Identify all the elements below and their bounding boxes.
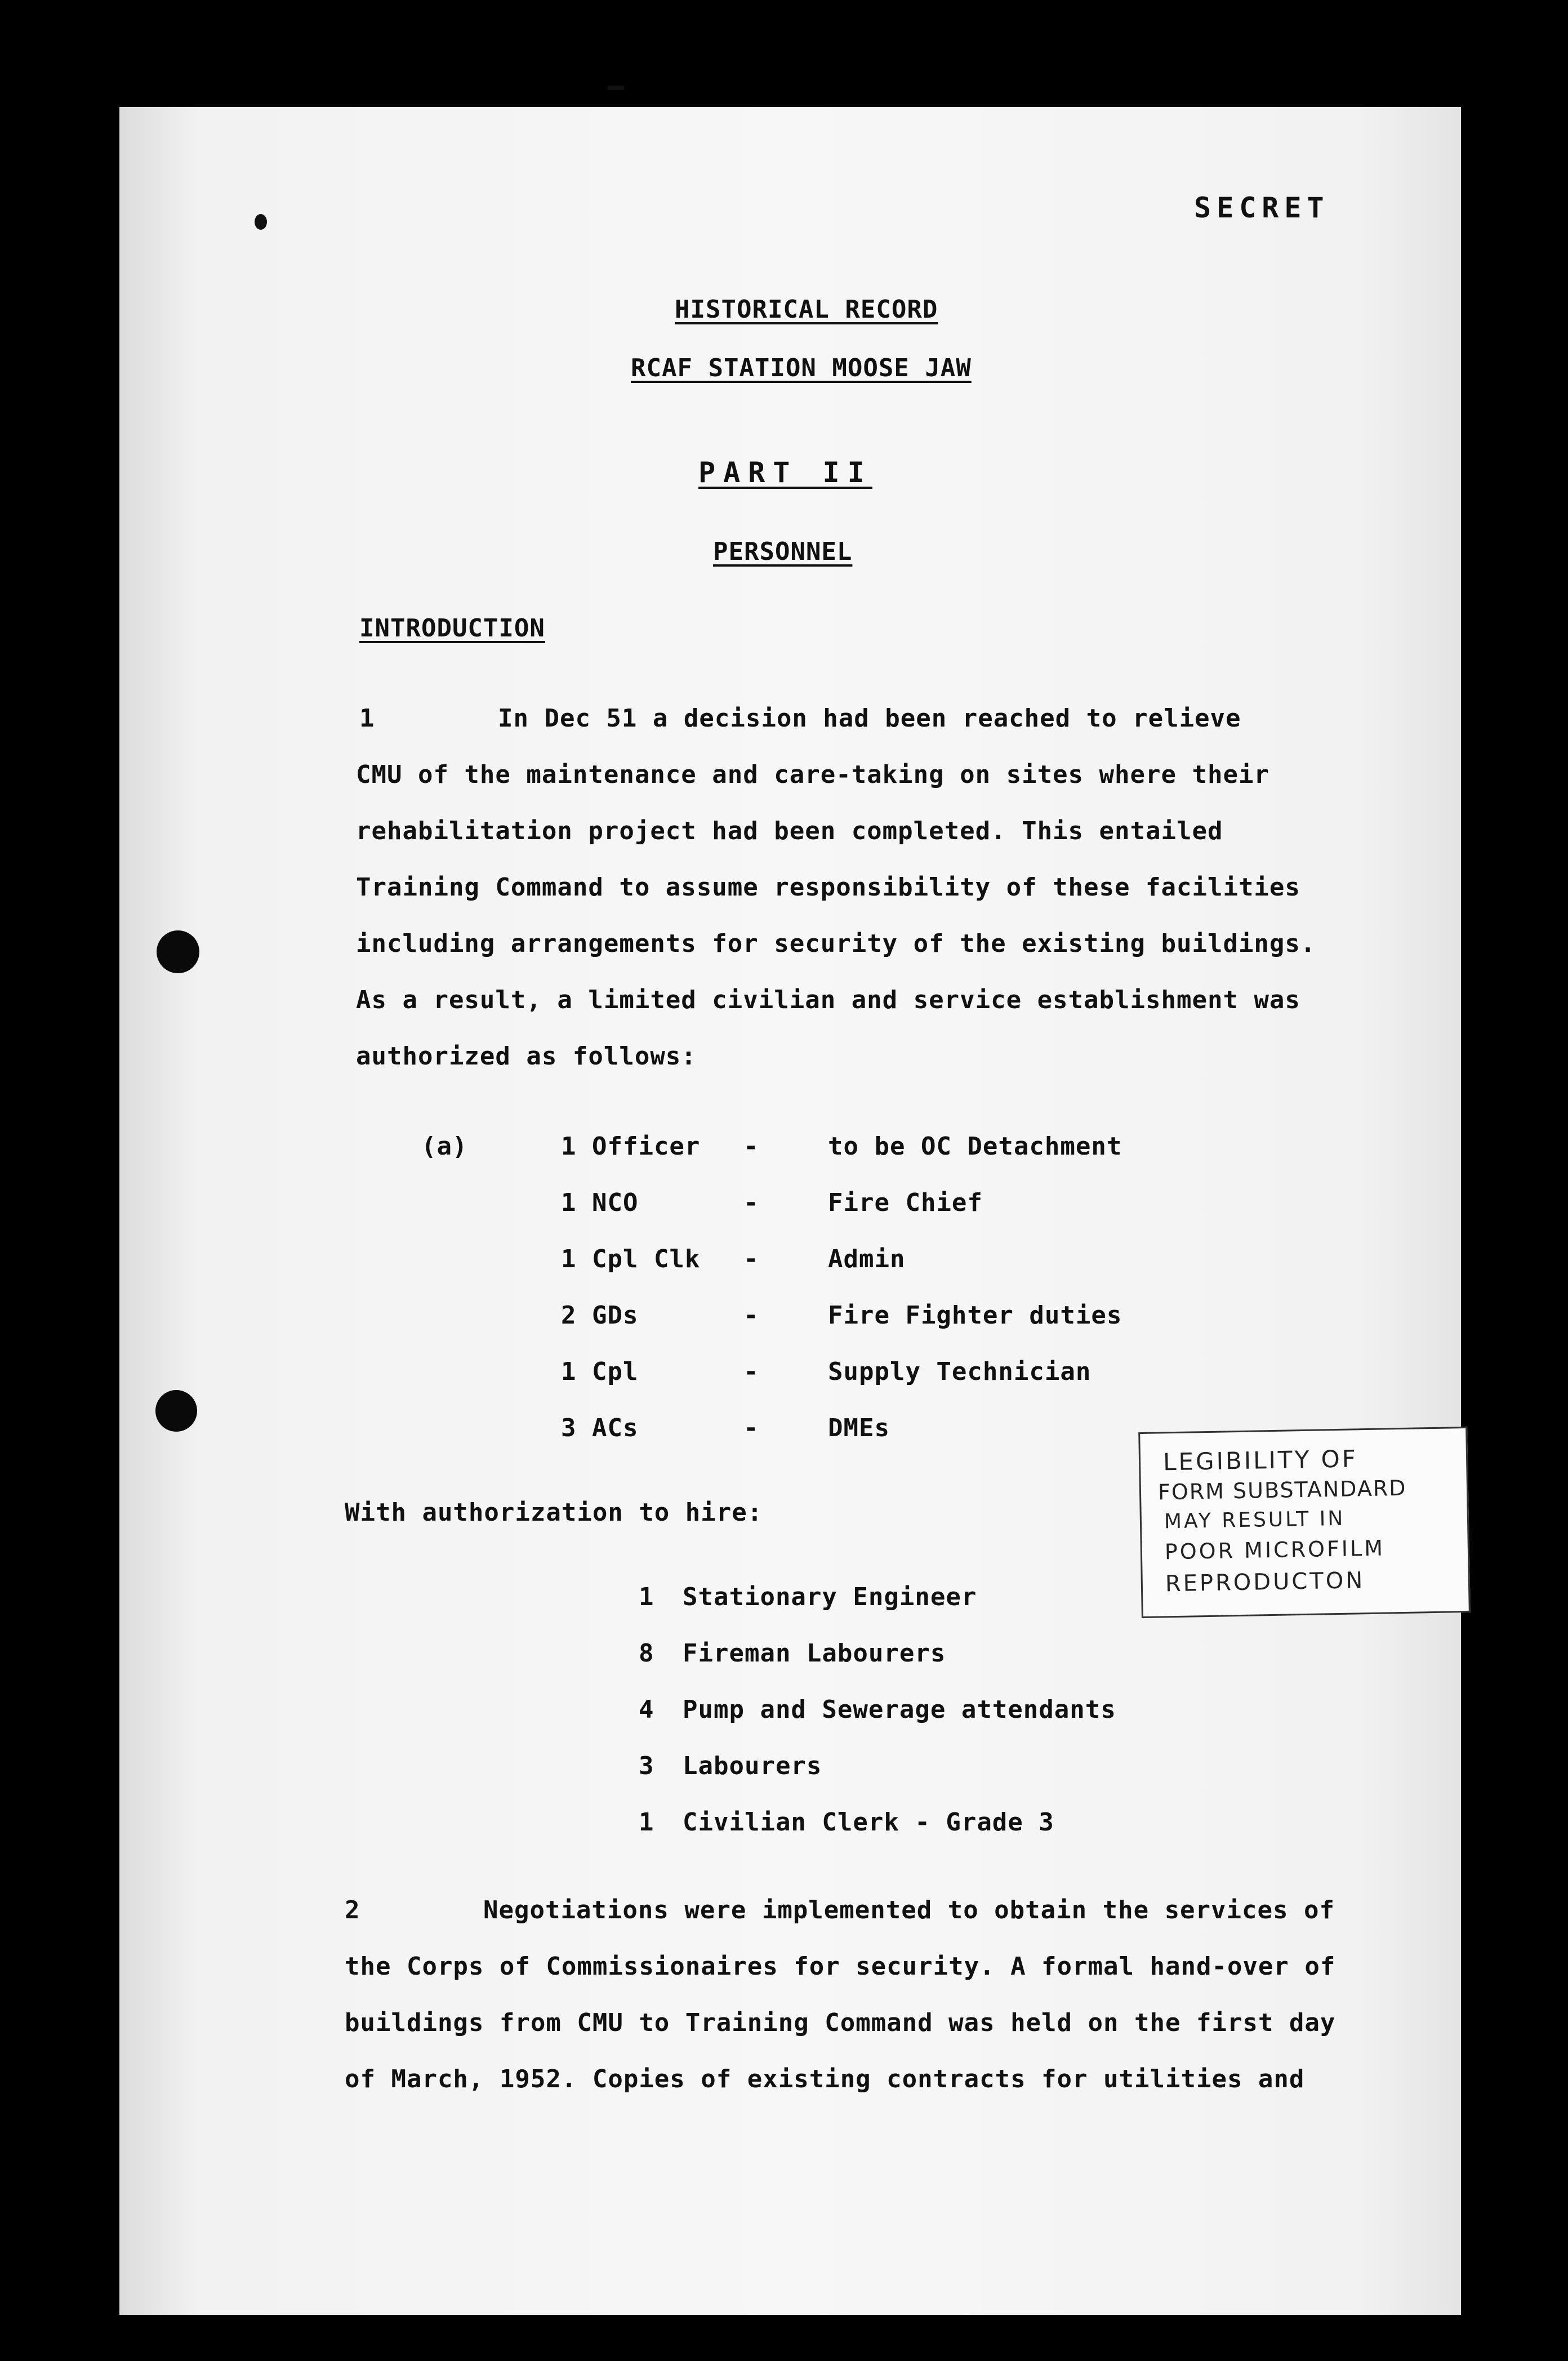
establishment-dash: -: [743, 1301, 759, 1330]
punch-hole-top: [157, 930, 199, 973]
establishment-qty: 1 NCO: [561, 1188, 639, 1217]
establishment-dash: -: [743, 1414, 759, 1442]
paragraph-line: Training Command to assume responsibility of these facilities: [356, 873, 1300, 902]
paragraph-line: Negotiations were implemented to obtain the services of: [483, 1896, 1335, 1925]
note-line: FORM SUBSTANDARD: [1157, 1475, 1407, 1505]
hire-intro: With authorization to hire:: [345, 1498, 763, 1527]
paragraph-line: the Corps of Commissionaires for security. A formal hand-over of: [345, 1952, 1336, 1981]
establishment-qty: 2 GDs: [561, 1301, 639, 1330]
note-line: REPRODUCTON: [1165, 1567, 1365, 1597]
legibility-note: [1138, 1427, 1471, 1618]
establishment-qty: 3 ACs: [561, 1414, 639, 1442]
section-heading: INTRODUCTION: [359, 614, 545, 643]
ink-spot: [255, 214, 267, 230]
note-line: LEGIBILITY OF: [1162, 1445, 1358, 1476]
hire-role: Pump and Sewerage attendants: [683, 1695, 1116, 1724]
hire-role: Stationary Engineer: [683, 1583, 977, 1611]
establishment-role: Supply Technician: [828, 1357, 1092, 1386]
paragraph-line: buildings from CMU to Training Command was held on the first day: [345, 2008, 1336, 2037]
establishment-role: Fire Fighter duties: [828, 1301, 1122, 1330]
establishment-role: Fire Chief: [828, 1188, 983, 1217]
establishment-role: Admin: [828, 1245, 906, 1273]
hire-role: Civilian Clerk - Grade 3: [683, 1808, 1054, 1837]
establishment-role: DMEs: [828, 1414, 890, 1442]
paragraph-line: rehabilitation project had been completed. This entailed: [356, 817, 1223, 845]
establishment-qty: 1 Cpl Clk: [561, 1245, 701, 1273]
hire-qty: 1: [639, 1808, 654, 1837]
hire-qty: 8: [639, 1639, 654, 1668]
establishment-dash: -: [743, 1357, 759, 1386]
document-title: HISTORICAL RECORD: [675, 295, 938, 324]
paragraph-line: CMU of the maintenance and care-taking on sites where their: [356, 760, 1269, 789]
establishment-qty: 1 Cpl: [561, 1357, 639, 1386]
paragraph-number: 1: [359, 704, 375, 733]
paragraph-line: authorized as follows:: [356, 1042, 697, 1071]
hire-qty: 4: [639, 1695, 654, 1724]
paragraph-line: In Dec 51 a decision had been reached to relieve: [498, 704, 1241, 733]
hire-role: Fireman Labourers: [683, 1639, 946, 1668]
station-name: RCAF STATION MOOSE JAW: [631, 354, 972, 382]
paragraph-line: of March, 1952. Copies of existing contracts for utilities and: [345, 2065, 1305, 2093]
establishment-role: to be OC Detachment: [828, 1132, 1122, 1161]
paragraph-number: 2: [345, 1896, 360, 1925]
list-label: (a): [421, 1132, 468, 1161]
classification-marking: SECRET: [1194, 191, 1330, 224]
document-page: [119, 107, 1461, 2315]
hire-qty: 3: [639, 1752, 654, 1780]
note-line: POOR MICROFILM: [1164, 1535, 1386, 1565]
paragraph-line: As a result, a limited civilian and service establishment was: [356, 986, 1300, 1014]
film-edge-mark: [607, 86, 624, 90]
punch-hole-bottom: [155, 1390, 197, 1432]
hire-qty: 1: [639, 1583, 654, 1611]
establishment-dash: -: [743, 1245, 759, 1273]
hire-role: Labourers: [683, 1752, 822, 1780]
part-heading: PART II: [698, 456, 872, 489]
establishment-qty: 1 Officer: [561, 1132, 701, 1161]
subject-heading: PERSONNEL: [713, 537, 853, 566]
paragraph-line: including arrangements for security of the existing buildings.: [356, 929, 1316, 958]
establishment-dash: -: [743, 1132, 759, 1161]
establishment-dash: -: [743, 1188, 759, 1217]
note-line: MAY RESULT IN: [1164, 1507, 1346, 1534]
